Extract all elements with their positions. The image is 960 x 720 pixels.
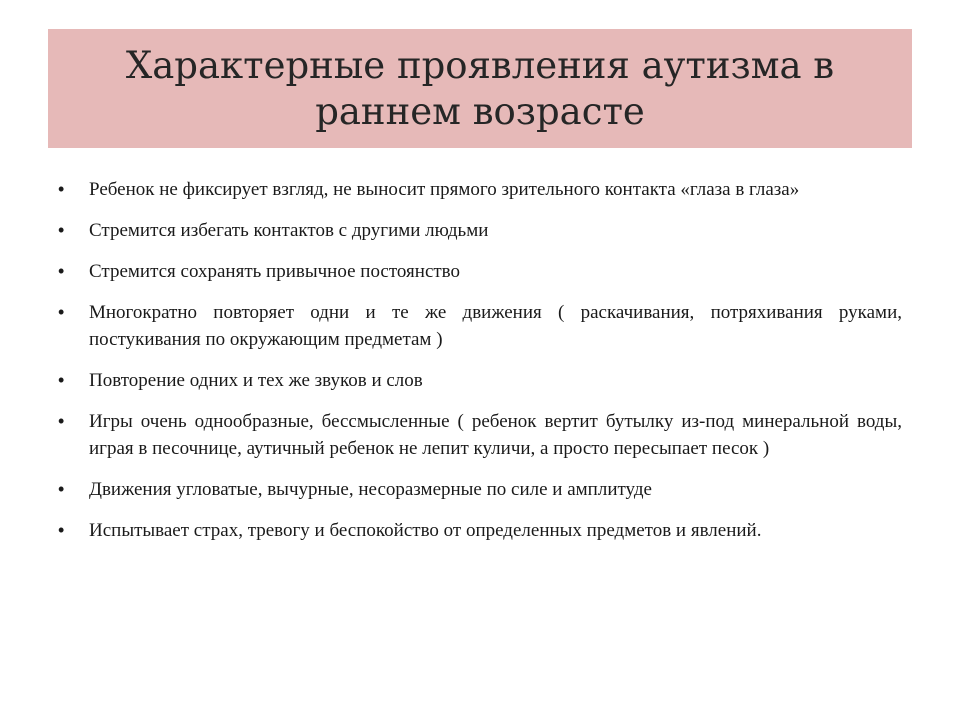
bullet-item (58, 217, 902, 244)
bullet-item (58, 176, 902, 203)
bullet-item (58, 367, 902, 394)
bullet-text: Многократно повторяет одни и те же движения ( раскачивания, потряхивания руками, постукивания по окружающим предметам ) (89, 302, 902, 350)
bullet-item (58, 299, 902, 353)
bullet-dot-icon: • (58, 520, 65, 540)
slide-title: Характерные проявления аутизма в раннем возрасте (125, 43, 835, 133)
bullet-item (58, 476, 902, 503)
bullet-dot-icon: • (58, 479, 65, 499)
bullet-item (58, 517, 902, 544)
bullet-dot-icon: • (58, 220, 65, 240)
title-band (48, 29, 912, 148)
bullet-text: Движения угловатые, вычурные, несоразмерные по силе и амплитуде (89, 479, 652, 500)
bullet-text: Повторение одних и тех же звуков и слов (89, 370, 423, 391)
bullet-text: Испытывает страх, тревогу и беспокойство от определенных предметов и явлений. (89, 520, 762, 541)
bullet-item (58, 408, 902, 462)
bullet-text: Ребенок не фиксирует взгляд, не выносит прямого зрительного контакта «глаза в глаза» (89, 179, 800, 200)
bullet-dot-icon: • (58, 179, 65, 199)
bullet-text: Стремится избегать контактов с другими людьми (89, 220, 489, 241)
bullet-dot-icon: • (58, 411, 65, 431)
bullet-text: Стремится сохранять привычное постоянство (89, 261, 461, 282)
bullet-item (58, 258, 902, 285)
bullet-text: Игры очень однообразные, бессмысленные ( ребенок вертит бутылку из-под минеральной воды, играя в песочнице, аутичный ребенок не лепит куличи, а просто пересыпает песок ) (89, 411, 902, 459)
bullet-list (58, 176, 902, 558)
bullet-dot-icon: • (58, 302, 65, 322)
bullet-dot-icon: • (58, 370, 65, 390)
bullet-dot-icon: • (58, 261, 65, 281)
